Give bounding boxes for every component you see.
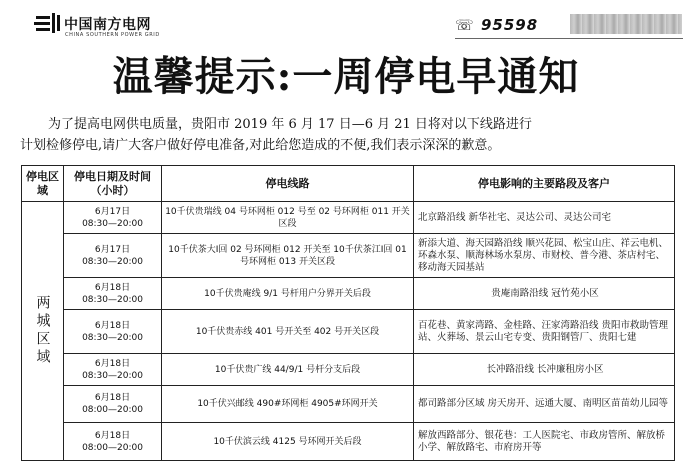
line-cell: 10千伏贵庵线 9/1 号杆用户分界开关后段 — [162, 278, 414, 310]
datetime-cell — [64, 354, 162, 386]
time-text: 08:00—20:00 — [82, 442, 143, 453]
table-row — [22, 278, 675, 310]
intro-paragraph — [20, 114, 672, 156]
datetime-cell — [64, 202, 162, 234]
area-cell — [22, 202, 64, 461]
time-text: 08:30—20:00 — [82, 332, 143, 343]
date-text: 6月18日 — [94, 393, 131, 403]
table-row — [22, 310, 675, 354]
datetime-cell — [64, 423, 162, 461]
datetime-cell — [64, 234, 162, 278]
intro-line-2: 计划检修停电,请广大客户做好停电准备,对此给您造成的不便,我们表示深深的歉意。 — [20, 138, 501, 153]
table-header-row — [22, 166, 675, 202]
time-text: 08:30—20:00 — [82, 256, 143, 267]
outage-table — [21, 165, 675, 461]
hotline-number: ☏ 95598 — [455, 16, 539, 34]
date-text: 6月17日 — [94, 206, 131, 217]
datetime-cell — [64, 278, 162, 310]
table-row — [22, 202, 675, 234]
csg-logo-icon — [34, 13, 62, 33]
header-line: 停电线路 — [162, 166, 414, 202]
header-affected: 停电影响的主要路段及客户 — [414, 166, 675, 202]
line-cell: 10千伏茶大Ⅰ回 02 号环网柜 012 开关至 10千伏茶江Ⅰ回 01 号环网柜 013 开关区段 — [162, 234, 414, 278]
table-row — [22, 423, 675, 461]
datetime-cell — [64, 386, 162, 423]
intro-line-1: 为了提高电网供电质量，贵阳市 2019 年 6 月 17 日—6 月 21 日将对以下线路进行 — [48, 117, 532, 132]
table-row — [22, 386, 675, 423]
line-cell: 10千伏贵瑞线 04 号环网柜 012 号至 02 号环网柜 011 开关区段 — [162, 202, 414, 234]
datetime-cell — [64, 310, 162, 354]
header — [0, 0, 692, 46]
time-text: 08:00—20:00 — [82, 405, 143, 415]
logo-text-cn: 中国南方电网 — [64, 17, 151, 33]
affected-cell: 解放西路部分、银花巷：工人医院宅、市政房管所、解放桥小学、解放路宅、市府房开等 — [414, 423, 675, 461]
line-cell: 10千伏贵广线 44/9/1 号杆分支后段 — [162, 354, 414, 386]
table-row — [22, 354, 675, 386]
time-text: 08:30—20:00 — [82, 370, 143, 381]
date-text: 6月17日 — [94, 244, 131, 255]
affected-cell: 北京路沿线 新华社宅、灵达公司、灵达公司宅 — [414, 202, 675, 234]
date-text: 6月18日 — [94, 358, 131, 369]
affected-cell: 百花巷、黄家湾路、金桂路、汪家湾路沿线 贵阳市救助管理站、火葬场、景云山宅专变、贵阳钢管厂、贵阳七建 — [414, 310, 675, 354]
time-text: 08:30—20:00 — [82, 294, 143, 305]
line-cell: 10千伏滨云线 4125 号环网开关后段 — [162, 423, 414, 461]
area-label: 两城区域 — [34, 295, 51, 367]
logo-text-en: CHINA SOUTHERN POWER GRID — [65, 32, 160, 38]
date-text: 6月18日 — [94, 320, 131, 331]
header-area: 停电区域 — [22, 166, 64, 202]
line-cell: 10千伏贵赤线 401 号开关至 402 号开关区段 — [162, 310, 414, 354]
affected-cell: 贵庵南路沿线 冠竹苑小区 — [414, 278, 675, 310]
affected-cell: 新添大道、海天园路沿线 顺兴花园、松宝山庄、祥云电机、环森水泵、顺海林场水泵房、市财校、普今港、茶店村宅、移动海天园基站 — [414, 234, 675, 278]
affected-cell: 都司路部分区域 房天房开、远通大厦、南明区苗苗幼儿园等 — [414, 386, 675, 423]
date-text: 6月18日 — [94, 430, 131, 441]
time-text: 08:30—20:00 — [82, 218, 143, 229]
page-title: 温馨提示:一周停电早通知 — [112, 53, 580, 100]
redacted-area — [570, 14, 682, 34]
date-text: 6月18日 — [94, 282, 131, 293]
table-row — [22, 234, 675, 278]
line-cell: 10千伏兴邮线 490#环网柜 4905#环网开关 — [162, 386, 414, 423]
affected-cell: 长冲路沿线 长冲廉租房小区 — [414, 354, 675, 386]
header-datetime: 停电日期及时间（小时） — [64, 166, 162, 202]
divider — [455, 38, 683, 39]
